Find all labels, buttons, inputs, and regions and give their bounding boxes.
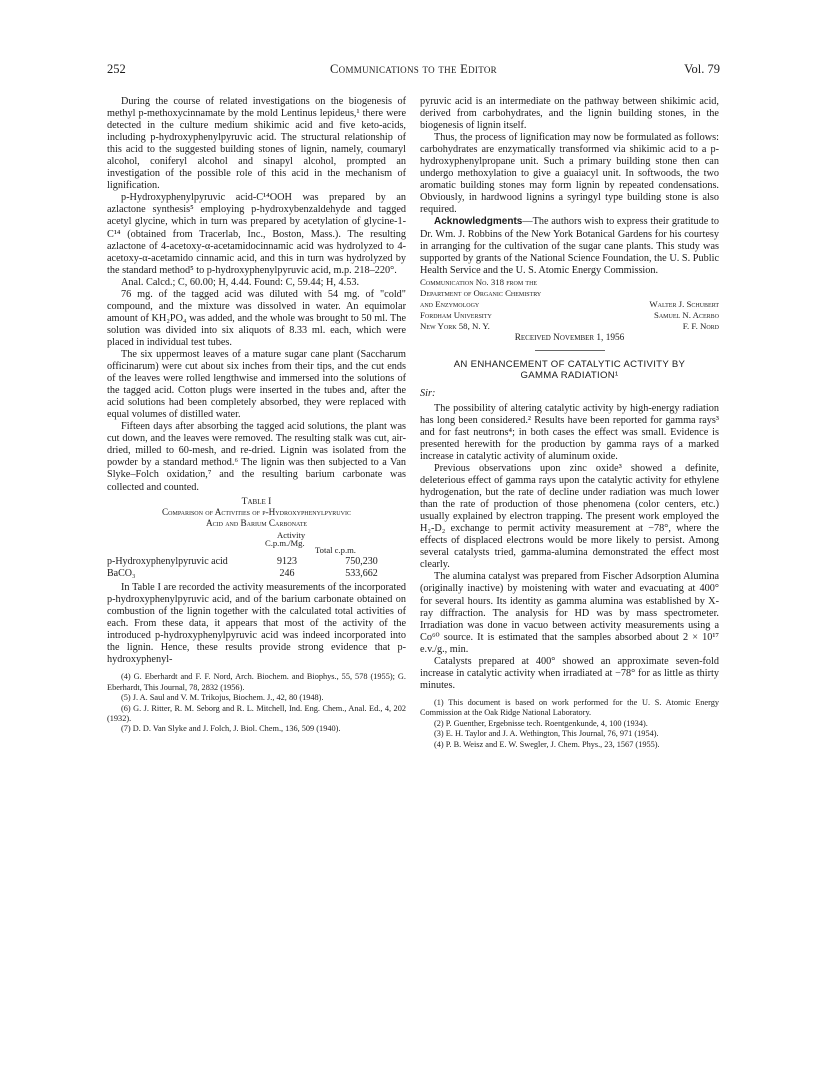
footnote: (7) D. D. Van Slyke and J. Folch, J. Biol. Chem., 136, 509 (1940). <box>121 724 341 734</box>
author-name: Walter J. Schubert <box>649 298 719 309</box>
page-number: 252 <box>107 62 126 76</box>
paragraph: Anal. Calcd.; C, 60.00; H, 4.44. Found: C, 59.44; H, 4.53. <box>121 276 360 288</box>
article-title <box>420 359 719 382</box>
signature-row <box>420 299 719 310</box>
signature-row <box>420 310 719 321</box>
activity-table <box>107 556 406 579</box>
table-caption: Acid and Barium Carbonate <box>205 518 308 529</box>
article-title-line: GAMMA RADIATION¹ <box>520 370 619 382</box>
affiliation-line: Department of Organic Chemistry <box>420 287 542 298</box>
column-header-total: Total c.p.m. <box>315 545 356 556</box>
footnotes <box>107 672 406 734</box>
table-cell: 246 <box>279 567 295 579</box>
right-column <box>420 96 719 750</box>
table-row <box>107 568 406 580</box>
paragraph: In Table I are recorded the activity measurements of the incorporated p-hydroxyphenylpyruvic acid, and of the barium carbonate obtained on combustion of the lignin together with the calculated total activities of each. From these data, it appears that most of the activity of the introduced p-hydroxyphenylpyruvic acid was indeed incorporated into the lignin. Hence, these results provide strong evidence that p-hydroxyphenyl- <box>107 582 406 666</box>
table-cell: p-Hydroxyphenylpyruvic acid <box>107 556 228 568</box>
running-title: Communications to the Editor <box>330 62 497 76</box>
signature-row <box>420 321 719 332</box>
affiliation-line: Communication No. 318 from the <box>420 276 538 287</box>
page-header <box>107 62 720 80</box>
volume-label: Vol. 79 <box>684 62 720 76</box>
footnote: (1) This document is based on work performed for the U. S. Atomic Energy Commission at the Oak Ridge National Laboratory. <box>420 697 719 718</box>
table-row <box>107 556 406 568</box>
table-cell: 533,662 <box>345 567 378 579</box>
paragraph: 76 mg. of the tagged acid was diluted with 54 mg. of "cold" compound, and the mixture was dissolved in water. An equimolar amount of KH₂PO₄ was added, and the whole was brought to 50 ml. The solution was divided into six aliquots of 8.33 ml. each, which were placed in individual test tubes. <box>107 288 406 348</box>
table-block <box>107 496 406 580</box>
acknowledgments-paragraph <box>420 216 719 276</box>
footnote: (4) P. B. Weisz and E. W. Swegler, J. Chem. Phys., 23, 1567 (1955). <box>434 739 660 749</box>
affiliation-line: and Enzymology <box>420 298 480 309</box>
paragraph: The alumina catalyst was prepared from Fischer Adsorption Alumina (originally inactive) by moistening with water and evacuating at 400° for several hours. Its identity as gamma alumina was established by X-ray diffraction. The analysis for HD was by mass spectrometer. Irradiation was done in vacuo between activity measurements using a Co⁶⁰ source. It is estimated that the samples absorbed about 2 × 10¹⁷ e.v./g., min. <box>420 571 719 655</box>
column-header-activity: Activity <box>277 530 306 541</box>
table-column-headers <box>107 529 406 555</box>
left-column <box>107 96 406 735</box>
paragraph: During the course of related investigations on the biogenesis of methyl p-methoxycinnamate by the mold Lentinus lepideus,¹ there were detected in the culture medium shikimic acid and five keto-acids, including p-hydroxyphenylpyruvic acid. The structural relationship of this acid to the suggested building stones of lignin, namely, coumaryl alcohol, coniferyl alcohol and sinapyl alcohol, prompted an investigation of the possible role of this acid in the mechanism of lignification. <box>107 96 406 192</box>
footnote: (2) P. Guenther, Ergebnisse tech. Roentgenkunde, 4, 100 (1934). <box>434 718 648 728</box>
salutation: Sir: <box>420 387 436 399</box>
acknowledgments-heading: Acknowledgments <box>434 216 523 228</box>
paragraph: The possibility of altering catalytic activity by high-energy radiation has long been considered.² Results have been reported for gamma rays³ and for fast neutrons⁴; in both cases the effect was small. Evidence is presented herewith for the production by gamma rays of a marked increase in catalytic activity of aluminum oxide. <box>420 402 719 462</box>
paragraph: Fifteen days after absorbing the tagged acid solutions, the plant was cut down, and the leaves were removed. The resulting stalk was cut, air-dried, milled to 60-mesh, and re-dried. Lignin was isolated from the powder by a standard method.⁶ The lignin was then subjected to a Van Slyke–Folch oxidation,⁷ and the resulting barium carbonate was collected and counted. <box>107 421 406 493</box>
affiliation-line: Fordham University <box>420 309 492 320</box>
table-caption: Comparison of Activities of p-Hydroxyphenylpyruvic <box>162 507 351 518</box>
acknowledgments-text: —The authors wish to express their gratitude to Dr. Wm. J. Robbins of the New York Botanical Gardens for his courtesy in arranging for the cultivation of the sugar cane plants. This study was supported by grants of the National Science Foundation, the U. S. Public Health Service and the U. S. Atomic Energy Commission. <box>420 216 719 276</box>
paragraph: Catalysts prepared at 400° showed an approximate seven-fold increase in catalytic activity when irradiated at −78° for as little as thirty minutes. <box>420 655 719 691</box>
footnote: (6) G. J. Ritter, R. M. Seborg and R. L. Mitchell, Ind. Eng. Chem., Anal. Ed., 4, 202 (1932). <box>107 703 406 723</box>
footnotes <box>420 698 719 750</box>
paragraph: Thus, the process of lignification may now be formulated as follows: carbohydrates are enzymatically transformed via shikimic acid to a p-hydroxyphenylpropane unit. Such a primary building stone then can undergo methoxylation to give a guaiacyl unit. In softwoods, the two aromatic building stones may form lignin by repeated condensations. Obviously, in hardwood lignins a syringyl type building stone is also required. <box>420 132 719 216</box>
paragraph: The six uppermost leaves of a mature sugar cane plant (Saccharum officinarum) were cut about six inches from their tips, and the cut ends of the leaves were rolled lengthwise and immersed into the solutions of the tagged acid. Cotton plugs were inserted in the tubes and, after the acid solutions had been completely absorbed, they were replaced with equal volumes of distilled water. <box>107 348 406 421</box>
footnote: (4) G. Eberhardt and F. F. Nord, Arch. Biochem. and Biophys., 55, 578 (1955); G. Eberhardt, This Journal, 78, 2832 (1956). <box>107 672 406 692</box>
author-name: Samuel N. Acerbo <box>653 309 719 320</box>
affiliation-line: New York 58, N. Y. <box>420 320 490 331</box>
table-title: Table I <box>241 495 272 507</box>
paragraph: p-Hydroxyphenylpyruvic acid-C¹⁴OOH was prepared by an azlactone synthesis⁵ employing p-hydroxybenzaldehyde and tagged acetyl glycine, which in turn was prepared by acetylation of glycine-1-C¹⁴ (obtained from Tracerlab, Inc., Boston, Mass.). The resulting azlactone of 4-acetoxy-α-acetamidocinnamic acid was hydrolyzed to 4-acetoxy-α-acetamido cinnamic acid, and this in turn was hydrolyzed by the standard method⁵ to p-hydroxyphenylpyruvic acid, m.p. 218–220°. <box>107 192 406 276</box>
article-title-line: AN ENHANCEMENT OF CATALYTIC ACTIVITY BY <box>453 358 686 370</box>
author-name: F. F. Nord <box>682 320 719 331</box>
table-cell: BaCO₃ <box>107 567 136 579</box>
footnote: (5) J. A. Saul and V. M. Trikojus, Biochem. J., 42, 80 (1948). <box>121 693 324 703</box>
table-cell: 750,230 <box>345 556 378 568</box>
received-date: Received November 1, 1956 <box>514 332 625 343</box>
section-divider <box>535 350 605 351</box>
paragraph: pyruvic acid is an intermediate on the pathway between shikimic acid, derived from carbohydrates, and the lignin building stones, in the biogenesis of lignin itself. <box>420 96 719 132</box>
footnote: (3) E. H. Taylor and J. A. Wethington, This Journal, 76, 971 (1954). <box>434 729 659 739</box>
paragraph: Previous observations upon zinc oxide³ showed a definite, deleterious effect of gamma rays upon the catalytic activity for ethylene hydrogenation, but the rate of decline under radiation was much lower than the rate of production of those phenomena (color centers, etc.) usually explained by electron trapping. The present work employed the H₂-D₂ exchange to permit activity measurement at −78°, where the effects of displaced electrons would be more likely to persist. Among several catalysts tried, gamma-alumina demonstrated the effect most clearly. <box>420 462 719 571</box>
table-cell: 9123 <box>277 556 297 568</box>
column-header-cpm: C.p.m./Mg. <box>265 538 305 549</box>
signature-block <box>420 277 719 344</box>
